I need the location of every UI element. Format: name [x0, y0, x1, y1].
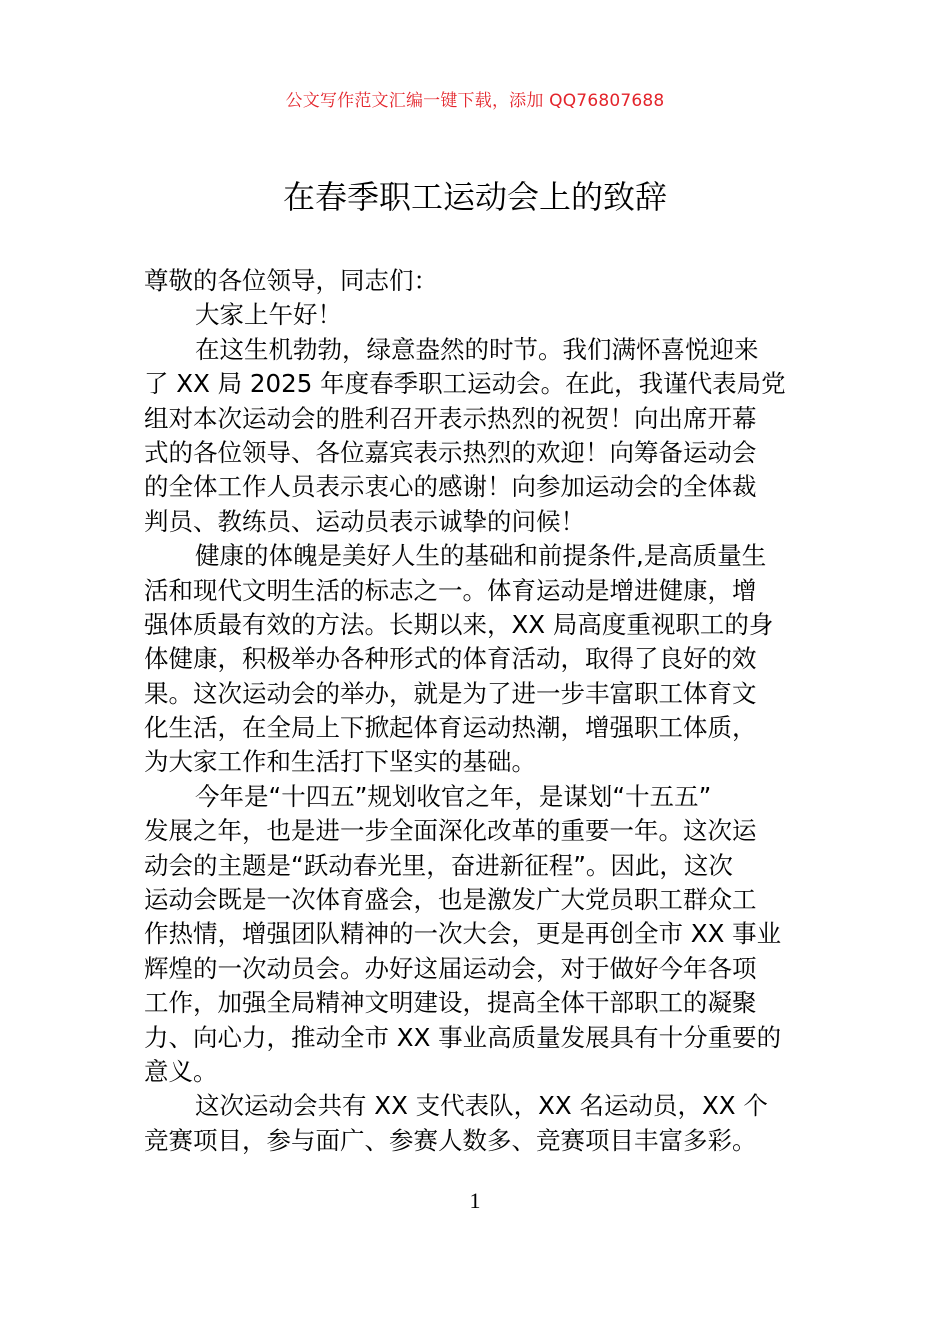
paragraph-line: 意义。 — [144, 1056, 218, 1086]
paragraph-line: 大家上午好！ — [195, 300, 342, 330]
download-watermark: 公文写作范文汇编一键下载，添加 QQ76807688 — [285, 91, 665, 111]
paragraph-line: 活和现代文明生活的标志之一。体育运动是增进健康，增 — [144, 575, 757, 605]
document-body — [144, 264, 824, 1158]
paragraph-line: 为大家工作和生活打下坚实的基础。 — [144, 747, 536, 777]
paragraph-line: 的全体工作人员表示衷心的感谢！向参加运动会的全体裁 — [144, 472, 757, 502]
paragraph-line: 竞赛项目，参与面广、参赛人数多、竞赛项目丰富多彩。 — [144, 1125, 757, 1155]
paragraph-line: 在这生机勃勃，绿意盎然的时节。我们满怀喜悦迎来 — [195, 334, 759, 364]
paragraph-line: 辉煌的一次动员会。办好这届运动会，对于做好今年各项 — [144, 953, 757, 983]
paragraph-line: 动会的主题是“跃动春光里，奋进新征程”。因此，这次 — [144, 850, 733, 880]
paragraph-line: 力、向心力，推动全市 XX 事业高质量发展具有十分重要的 — [144, 1022, 782, 1052]
paragraph-participants — [144, 1089, 824, 1158]
paragraph-welcome — [144, 333, 824, 539]
paragraph-line: 组对本次运动会的胜利召开表示热烈的祝贺！向出席开幕 — [144, 403, 757, 433]
paragraph-line: 运动会既是一次体育盛会，也是激发广大党员职工群众工 — [144, 885, 757, 915]
paragraph-health — [144, 539, 824, 780]
paragraph-line: 了 XX 局 2025 年度春季职工运动会。在此，我谨代表局党 — [144, 369, 786, 399]
paragraph-line: 今年是“十四五”规划收官之年，是谋划“十五五” — [195, 781, 712, 811]
paragraph-line: 工作，加强全局精神文明建设，提高全体干部职工的凝聚 — [144, 988, 757, 1018]
document-title: 在春季职工运动会上的致辞 — [282, 178, 667, 216]
paragraph-line: 化生活，在全局上下掀起体育运动热潮，增强职工体质， — [144, 713, 757, 743]
paragraph-line: 式的各位领导、各位嘉宾表示热烈的欢迎！向筹备运动会 — [144, 437, 757, 467]
paragraph-line: 健康的体魄是美好人生的基础和前提条件,是高质量生 — [195, 541, 767, 571]
paragraph-line: 果。这次运动会的举办，就是为了进一步丰富职工体育文 — [144, 678, 757, 708]
paragraph-line: 发展之年，也是进一步全面深化改革的重要一年。这次运 — [144, 816, 757, 846]
page-number: 1 — [469, 1188, 481, 1213]
salutation: 尊敬的各位领导，同志们： — [144, 266, 438, 295]
paragraph-theme — [144, 780, 824, 1090]
paragraph-line: 判员、教练员、运动员表示诚挚的问候！ — [144, 506, 585, 536]
paragraph-line: 作热情，增强团队精神的一次大会，更是再创全市 XX 事业 — [144, 919, 782, 949]
paragraph-line: 强体质最有效的方法。长期以来，XX 局高度重视职工的身 — [144, 609, 774, 639]
paragraph-line: 这次运动会共有 XX 支代表队，XX 名运动员，XX 个 — [195, 1091, 768, 1121]
paragraph-greeting — [144, 298, 824, 332]
paragraph-line: 体健康，积极举办各种形式的体育活动，取得了良好的效 — [144, 644, 757, 674]
